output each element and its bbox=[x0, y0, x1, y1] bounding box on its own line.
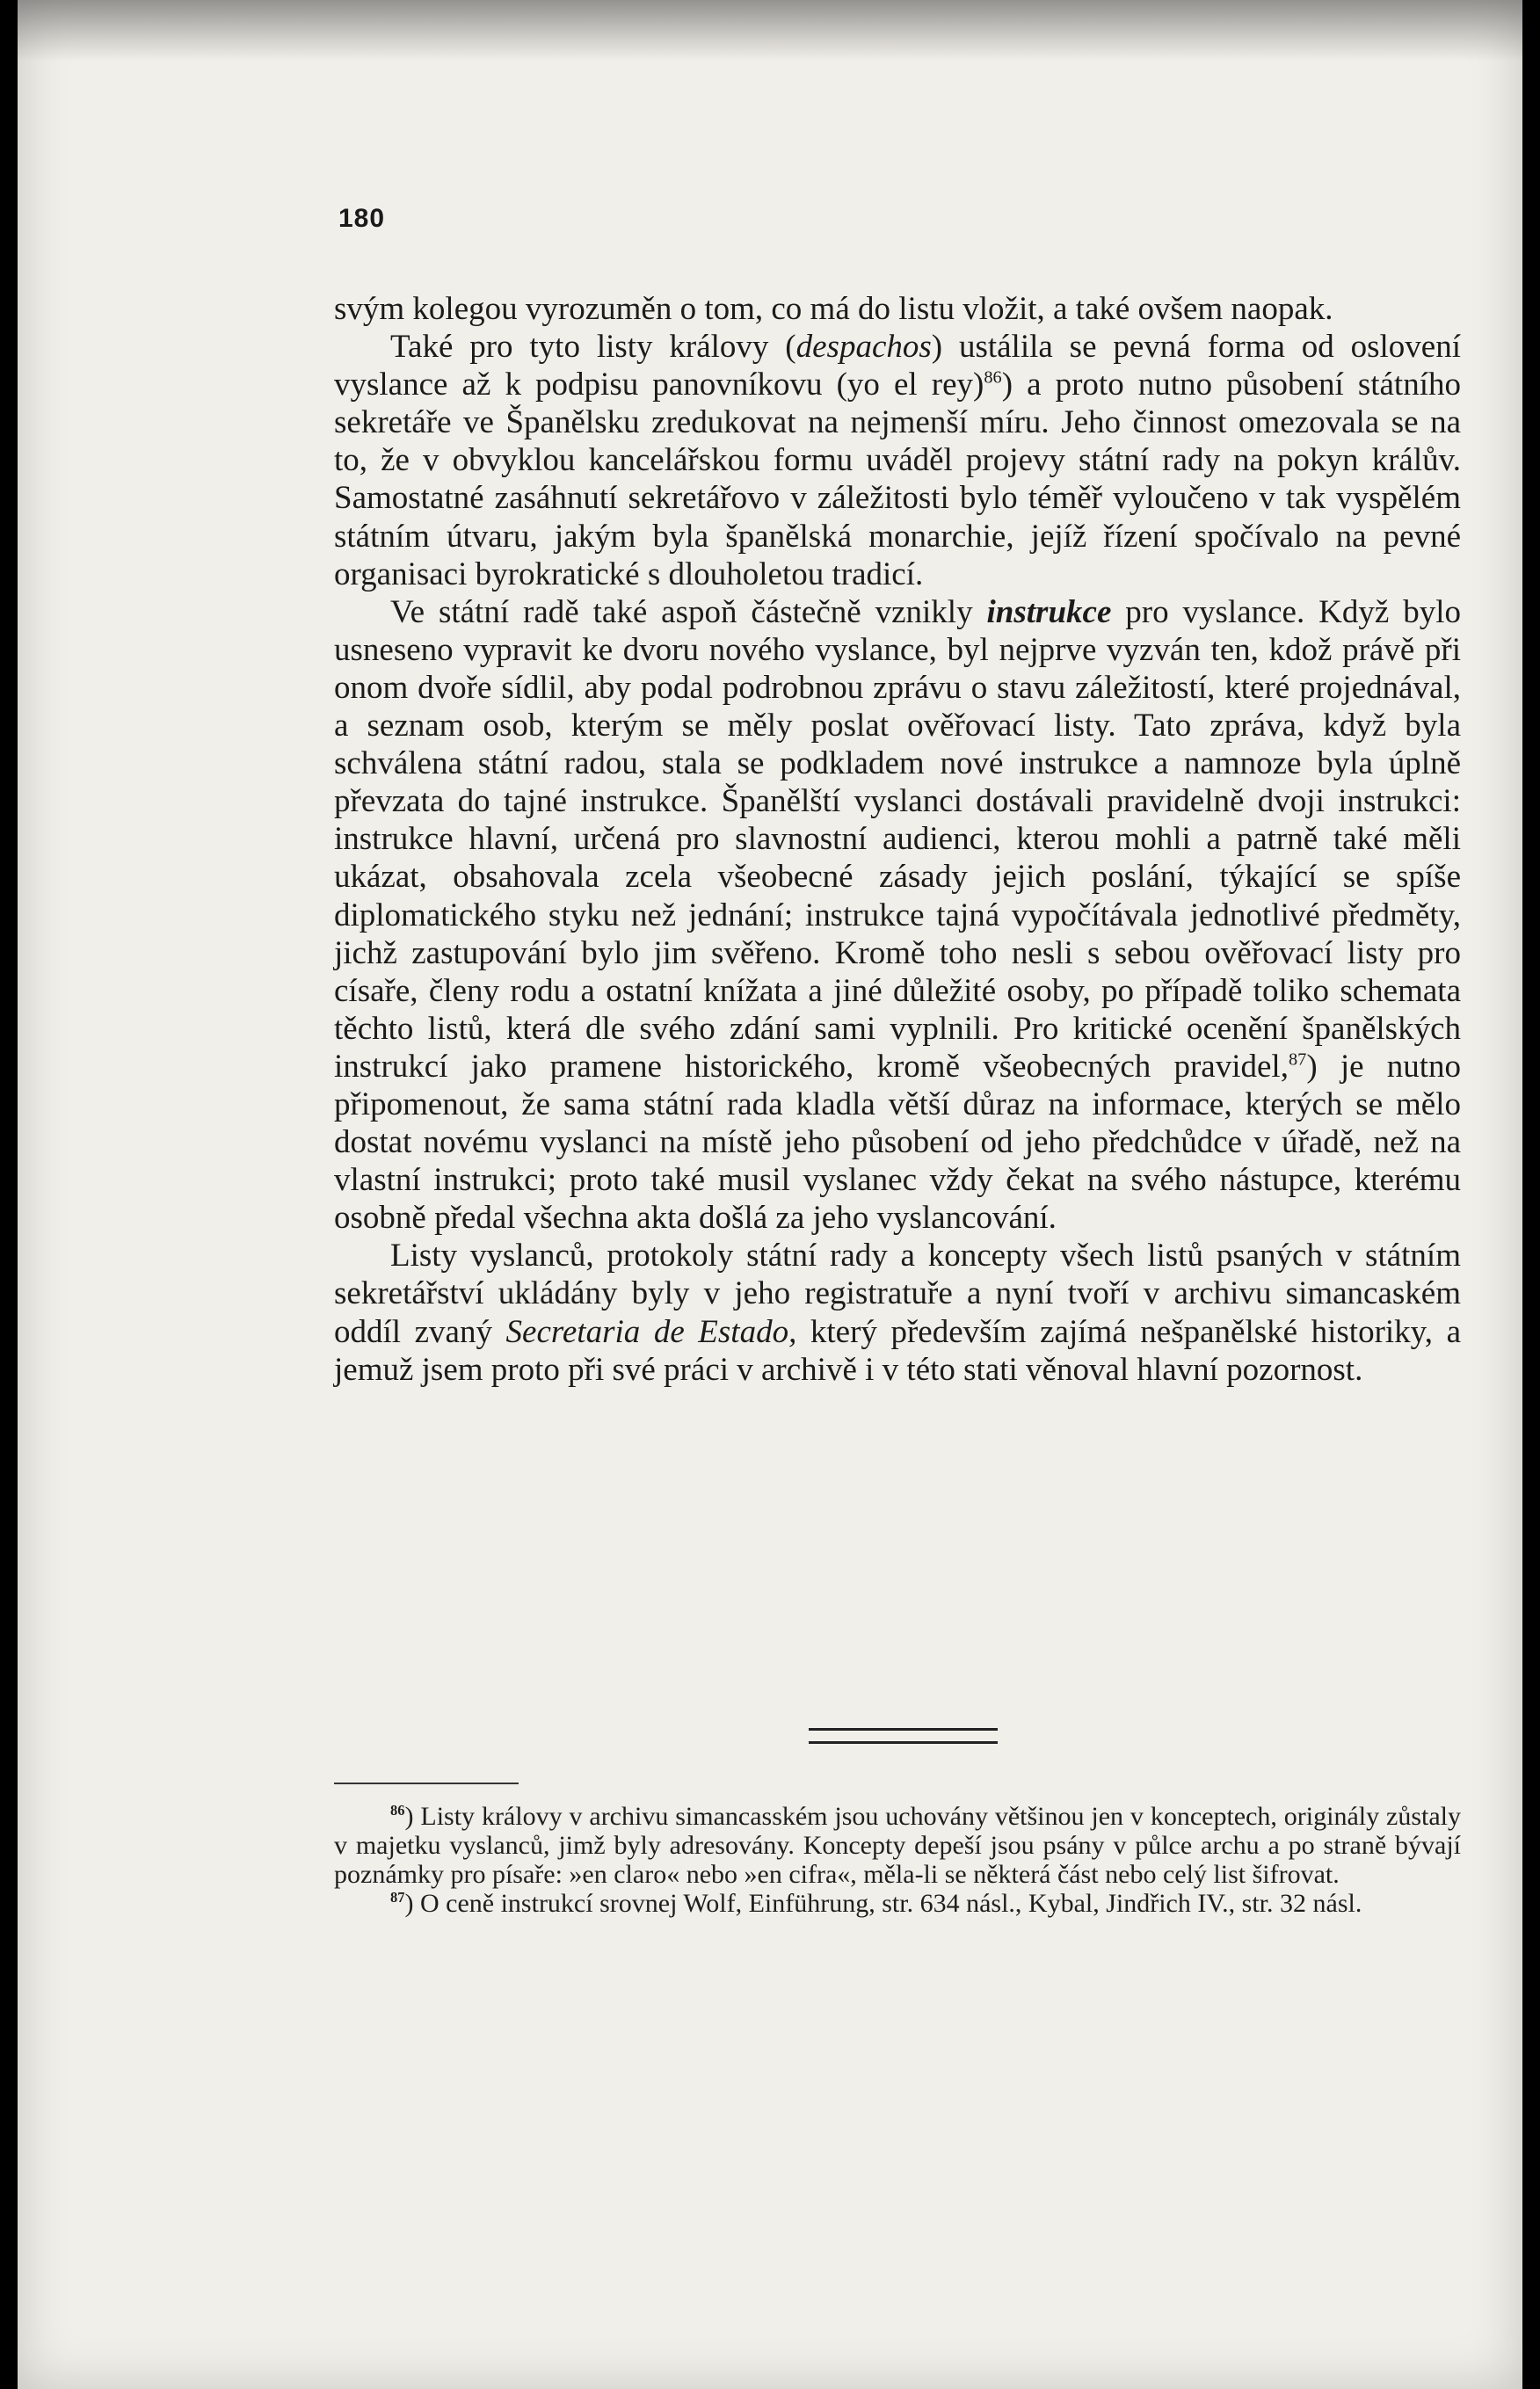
footnote bbox=[334, 1802, 1461, 1889]
section-separator bbox=[809, 1728, 998, 1744]
paragraph bbox=[334, 290, 1461, 328]
footnote-rule bbox=[334, 1783, 519, 1784]
footnote-reference: 86 bbox=[984, 367, 1002, 388]
paragraph bbox=[334, 593, 1461, 1238]
italic-term: despachos bbox=[795, 329, 932, 366]
footnote-text: ) Listy královy v archivu simancasském jsou uchovány většinou jen v konceptech, originály zůstaly v majetku vyslanců, jimž byly adresovány. Koncepty depeší jsou psány v půlce archu a po straně bývají poznámky pro písaře: »en claro« nebo »en cifra«, měla-li se některá část nebo celý list šifrovat. bbox=[334, 1802, 1461, 1889]
body-text bbox=[334, 290, 1461, 1389]
page-number: 180 bbox=[338, 204, 386, 233]
text-run: Ve státní radě také aspoň částečně vznikly bbox=[390, 593, 987, 630]
book-page bbox=[18, 0, 1522, 2389]
paragraph bbox=[334, 328, 1461, 593]
text-run: Také pro tyto listy královy ( bbox=[390, 329, 796, 366]
text-run: ) je nutno připomenout, že sama státní rada kladla větší důraz na informace, kterých se mělo dostat novému vyslanci na místě jeho působení od jeho předchůdce v úřadě, než na vlastní instrukci; proto také musil vyslanec vždy čekat na svého nástupce, kterému osobně předal všechna akta došlá za jeho vyslancování. bbox=[334, 1048, 1462, 1237]
footnote-reference: 87 bbox=[1288, 1049, 1307, 1070]
footnotes bbox=[334, 1802, 1461, 1918]
footnote-text: ) O ceně instrukcí srovnej Wolf, Einführung, str. 634 násl., Kybal, Jindřich IV., str. 32 násl. bbox=[404, 1889, 1362, 1918]
text-run: Listy vyslanců, protokoly státní rady a koncepty všech listů psaných v státním sekretářství ukládány byly v jeho registratuře a nyní tvoří v archivu simancaském oddíl zvaný bbox=[334, 1238, 1461, 1350]
emphasized-term: instrukce bbox=[986, 593, 1112, 630]
text-run: ) a proto nutno působení státního sekretáře ve Španělsku zredukovat na nejmenší míru. Jeho činnost omezovala se na to, že v obvyklou kancelářskou formu uváděl projevy státní rady na pokyn králův. Samostatné zasáhnutí sekretářovo v záležitosti bylo téměř vyloučeno v tak vyspělém státním útvaru, jakým byla španělská monarchie, jejíž řízení spočívalo na pevné organisaci byrokratické s dlouholetou tradicí. bbox=[334, 367, 1461, 592]
scan-shadow bbox=[18, 0, 1522, 62]
italic-term: Secretaria de Estado, bbox=[505, 1313, 797, 1350]
footnote-number: 87 bbox=[390, 1889, 405, 1906]
paragraph bbox=[334, 1237, 1461, 1388]
text-run: který především zajímá nešpanělské historiky, a jemuž jsem proto při své práci v archivě i v této stati věnoval hlavní pozornost. bbox=[334, 1313, 1461, 1388]
text-run: pro vyslance. Když bylo usneseno vypravit ke dvoru nového vyslance, byl nejprve vyzván ten, kdož právě při onom dvoře sídlil, aby podal podrobnou zprávu o stavu záležitostí, které projednával, a seznam osob, kterým se měly poslat ověřovací listy. Tato zpráva, když byla schválena státní radou, stala se podkladem nové instrukce a namnoze byla úplně převzata do tajné instrukce. Španělští vyslanci dostávali pravidelně dvoji instrukci: instrukce hlavní, určená pro slavnostní audienci, kterou mohli a patrně také měli ukázat, obsahovala zcela všeobecné zásady jejich poslání, týkající se spíše diplomatického styku než jednání; instrukce tajná vypočítávala jednotlivé předměty, jichž zastupování bylo jim svěřeno. Kromě toho nesli s sebou ověřovací listy pro císaře, členy rodu a ostatní knížata a jiné důležité osoby, po případě toliko schemata těchto listů, která dle svého zdání sami vyplnili. Pro kritické ocenění španělských instrukcí jako pramene historického, kromě všeobecných pravidel, bbox=[334, 593, 1461, 1085]
text-run: ) ustálila se pevná forma od oslovení vyslance až k podpisu panovníkovu (yo el rey) bbox=[334, 329, 1462, 403]
text-run: svým kolegou vyrozuměn o tom, co má do listu vložit, a také ovšem naopak. bbox=[334, 291, 1333, 327]
footnote-number: 86 bbox=[390, 1802, 405, 1819]
footnote bbox=[334, 1889, 1461, 1918]
